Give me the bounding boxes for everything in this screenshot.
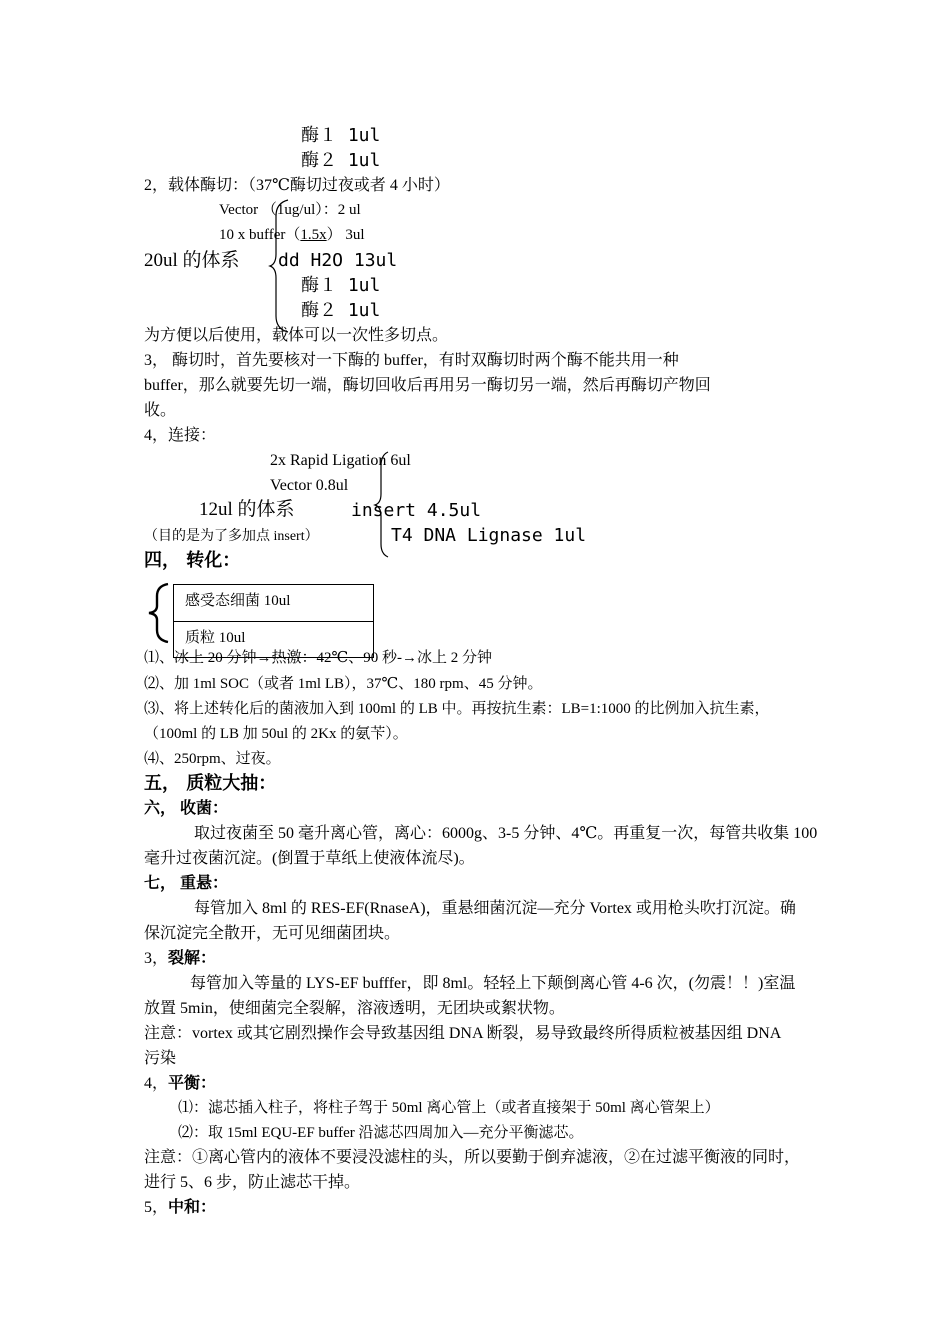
para-3-line-2: buffer，那么就要先切一端，酶切回收后再用另一酶切另一端，然后再酶切产物回 xyxy=(144,377,711,394)
resuspend-line-1: 每管加入 8ml 的 RES-EF(RnaseA)，重悬细菌沉淀—充分 Vortex 或用枪头吹打沉淀。确 xyxy=(194,900,796,917)
para-3-line-1: 3， 酶切时，首先要核对一下酶的 buffer，有时双酶切时两个酶不能共用一种 xyxy=(144,352,679,369)
brace-12ul xyxy=(372,452,392,557)
ligation-heading: 4，连接： xyxy=(144,427,217,444)
lysis-note-1: 注意：vortex 或其它剧烈操作会导致基因组 DNA 断裂，易导致最终所得质粒被基因组 DNA xyxy=(144,1025,782,1042)
resuspend-line-2: 保沉淀完全散开，无可见细菌团块。 xyxy=(144,925,401,942)
section-6-heading: 六， 收菌： xyxy=(144,800,229,817)
plasmid-label: 质粒 10ul xyxy=(185,630,246,646)
section-4-heading: 四， 转化： xyxy=(144,550,241,571)
lysis-heading: 3，裂解： xyxy=(144,950,217,967)
brace-transformation xyxy=(146,584,172,642)
enzyme-1-line: 酶１ 1ul xyxy=(301,125,381,146)
equilibrate-step-2: ⑵：取 15ml EQU-EF buffer 沿滤芯四周加入—充分平衡滤芯。 xyxy=(178,1125,584,1141)
insert-line: insert 4.5ul xyxy=(351,500,482,521)
equilibrate-heading: 4，平衡： xyxy=(144,1075,217,1092)
purpose-note: （目的是为了多加点 insert） xyxy=(144,529,319,544)
note-line-1: 为方便以后使用，载体可以一次性多切点。 xyxy=(144,327,449,344)
section-7-heading: 七， 重悬： xyxy=(144,875,229,892)
competent-cell-label: 感受态细菌 10ul xyxy=(185,593,291,609)
vector-ligation-line: Vector 0.8ul xyxy=(270,477,349,494)
harvest-line-2: 毫升过夜菌沉淀。(倒置于草纸上使液体流尽)。 xyxy=(144,850,475,867)
step-3-antibiotic: ⑶、将上述转化后的菌液加入到 100ml 的 LB 中。再按抗生素：LB=1:1000 的比例加入抗生素， xyxy=(144,701,770,717)
step-2-soc: ⑵、加 1ml SOC（或者 1ml LB），37℃、180 rpm、45 分钟。 xyxy=(144,676,543,692)
neutralize-heading: 5，中和： xyxy=(144,1199,217,1216)
equilibrate-note-1: 注意：①离心管内的液体不要浸没滤柱的头，所以要勤于倒弃滤液，②在过滤平衡液的同时， xyxy=(144,1149,801,1166)
enzyme-2-line-b: 酶２ 1ul xyxy=(301,300,381,321)
enzyme-1-line-b: 酶１ 1ul xyxy=(301,275,381,296)
step-3-note: （100ml 的 LB 加 50ul 的 2Kx 的氨苄）。 xyxy=(144,726,408,742)
lysis-note-2: 污染 xyxy=(144,1050,177,1067)
system-12ul-label: 12ul 的体系 xyxy=(199,499,295,520)
step-1-ice: ⑴、冰上 20 分钟→热激：42℃、90 秒-→冰上 2 分钟 xyxy=(144,650,493,666)
ddh2o-line: dd H2O 13ul xyxy=(278,250,398,271)
step-4-overnight: ⑷、250rpm、过夜。 xyxy=(144,751,281,767)
equilibrate-note-2: 进行 5、6 步，防止滤芯干掉。 xyxy=(144,1174,361,1191)
enzyme-2-line: 酶２ 1ul xyxy=(301,150,381,171)
competent-cell-box xyxy=(173,584,374,622)
buffer-line: 10 x buffer（1.5x） 3ul xyxy=(219,227,365,243)
vector-digest-heading: 2，载体酶切：（37℃酶切过夜或者 4 小时） xyxy=(144,177,450,194)
vector-amount-line: Vector （1ug/ul）：2 ul xyxy=(219,202,361,218)
equilibrate-step-1: ⑴：滤芯插入柱子，将柱子驾于 50ml 离心管上（或者直接架于 50ml 离心管架上） xyxy=(178,1100,720,1116)
section-5-heading: 五， 质粒大抽： xyxy=(144,773,277,794)
para-3-line-3: 收。 xyxy=(144,402,177,419)
brace-20ul xyxy=(268,200,292,332)
lysis-line-2: 放置 5min，使细菌完全裂解，溶液透明，无团块或絮状物。 xyxy=(144,1000,565,1017)
system-20ul-label: 20ul 的体系 xyxy=(144,250,240,271)
lysis-line-1: 每管加入等量的 LYS-EF bufffer，即 8ml。轻轻上下颠倒离心管 4-6 次，(勿震！！)室温 xyxy=(190,975,796,992)
harvest-line-1: 取过夜菌至 50 毫升离心管，离心：6000g、3-5 分钟、4℃。再重复一次，每管共收集 100 xyxy=(194,825,818,842)
t4-ligase-line: T4 DNA Lignase 1ul xyxy=(391,525,587,546)
rapid-ligation-line: 2x Rapid Ligation 6ul xyxy=(270,452,411,469)
